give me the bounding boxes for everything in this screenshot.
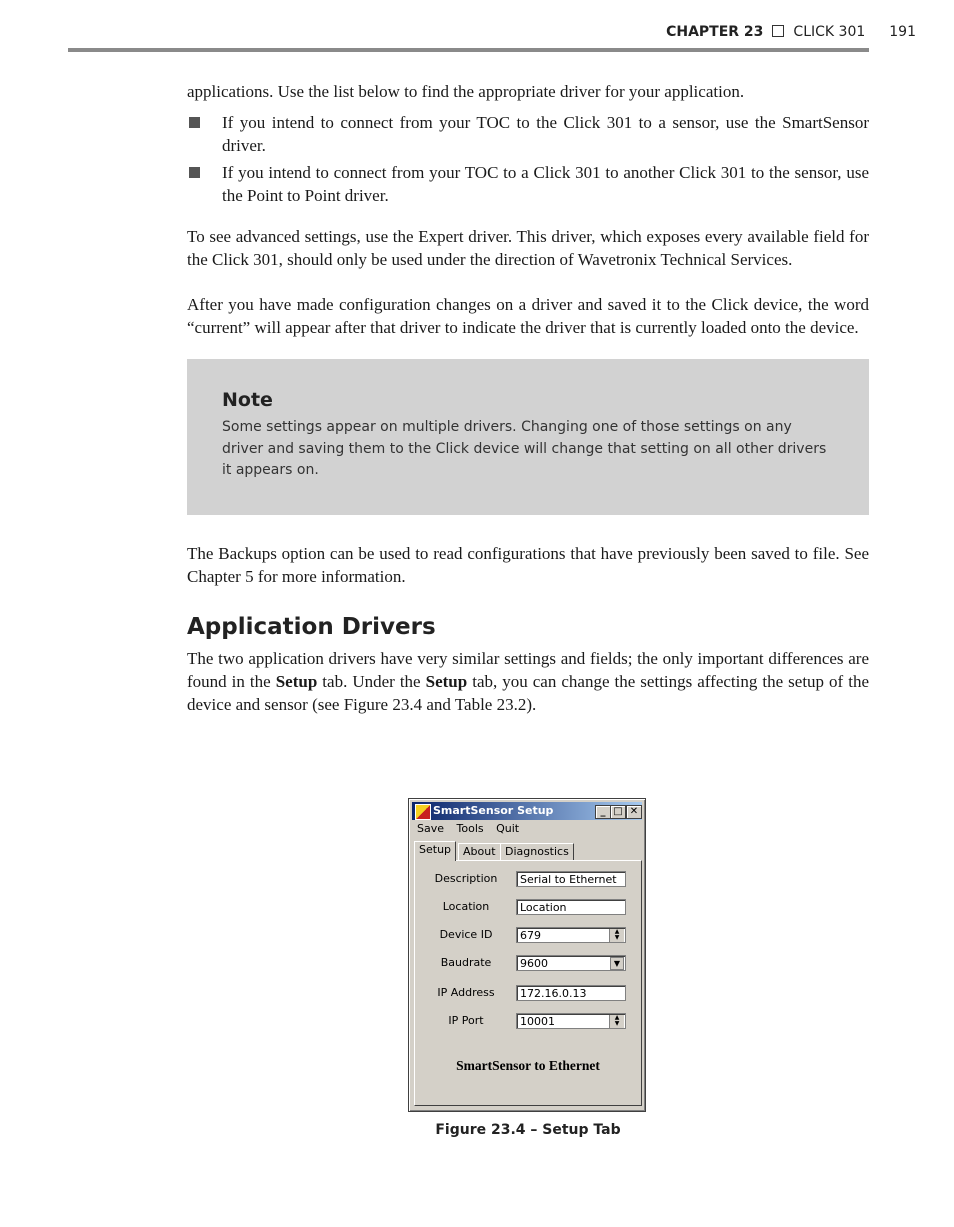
spin-arrows-icon[interactable]: ▲ ▼ — [609, 1015, 624, 1028]
current-paragraph: After you have made configuration changes on a driver and saved it to the Click device, the word “current” will appear after that driver to indicate the driver that is currently loaded onto the device. — [187, 295, 869, 337]
minimize-button[interactable]: _ — [595, 805, 611, 819]
description-label: Description — [434, 872, 498, 885]
location-input[interactable]: Location — [516, 899, 626, 915]
ip-port-label: IP Port — [448, 1014, 484, 1027]
tab-diagnostics[interactable]: Diagnostics — [500, 843, 574, 860]
menu-bar — [417, 822, 528, 838]
expert-paragraph: To see advanced settings, use the Expert driver. This driver, which exposes every available field for the Click 301, should only be used under the direction of Wavetronix Technical Services. — [187, 227, 869, 269]
setup-panel — [414, 860, 642, 1106]
figure-caption: Figure 23.4 – Setup Tab — [435, 1122, 621, 1138]
spin-arrows-icon[interactable]: ▲ ▼ — [609, 929, 624, 942]
list-item: If you intend to connect from your TOC to the Click 301 to a sensor, use the SmartSensor driver. — [187, 111, 869, 157]
note-body: Some settings appear on multiple drivers. Changing one of those settings on any driver and saving them to the Click device will change that setting on all other drivers it appears on. — [222, 419, 827, 478]
driver-list — [187, 111, 869, 207]
bullet-square-icon — [189, 117, 200, 128]
menu-save[interactable]: Save — [417, 822, 445, 835]
device-id-stepper[interactable]: 679 ▲ ▼ — [516, 927, 626, 943]
section-heading: Application Drivers — [187, 614, 436, 640]
note-title: Note — [222, 389, 273, 411]
header-rule — [68, 48, 869, 52]
app-icon — [415, 804, 431, 820]
ip-address-label: IP Address — [437, 986, 495, 999]
menu-quit[interactable]: Quit — [496, 822, 520, 835]
baudrate-select[interactable]: 9600 ▼ — [516, 955, 626, 971]
bullet-square-icon — [189, 167, 200, 178]
close-button[interactable]: ✕ — [626, 805, 642, 819]
drivers-paragraph: The two application drivers have very similar settings and fields; the only important differences are found in the Setup tab. Under the Setup tab, you can change the settings affecting the setup of the device and sensor (see Figure 23.4 and Table 23.2). — [187, 649, 870, 714]
baudrate-label: Baudrate — [440, 956, 492, 969]
intro-paragraph: applications. Use the list below to find the appropriate driver for your application. — [187, 82, 745, 101]
menu-tools[interactable]: Tools — [456, 822, 484, 835]
note-box — [187, 359, 869, 515]
title-bar[interactable] — [412, 802, 642, 820]
device-id-label: Device ID — [439, 928, 493, 941]
location-label: Location — [442, 900, 490, 913]
tab-setup[interactable]: Setup — [414, 841, 456, 861]
maximize-button[interactable]: □ — [610, 805, 626, 819]
chevron-down-icon[interactable]: ▼ — [610, 957, 624, 970]
running-header — [666, 24, 916, 40]
list-item: If you intend to connect from your TOC to a Click 301 to another Click 301 to the sensor, use the Point to Point driver. — [187, 161, 869, 207]
description-input[interactable]: Serial to Ethernet — [516, 871, 626, 887]
section-label: CLICK 301 — [793, 24, 866, 40]
separator-box-icon — [772, 25, 784, 37]
smartsensor-setup-window — [408, 798, 646, 1112]
ip-port-stepper[interactable]: 10001 ▲ ▼ — [516, 1013, 626, 1029]
ip-address-input[interactable]: 172.16.0.13 — [516, 985, 626, 1001]
chapter-label: CHAPTER 23 — [666, 24, 764, 40]
backups-paragraph: The Backups option can be used to read configurations that have previously been saved to file. See Chapter 5 for more information. — [187, 544, 869, 586]
tab-about[interactable]: About — [458, 843, 501, 860]
page-content — [187, 80, 869, 716]
window-title: SmartSensor Setup — [433, 804, 554, 817]
driver-name-label: SmartSensor to Ethernet — [456, 1058, 600, 1073]
page-number: 191 — [889, 24, 916, 40]
